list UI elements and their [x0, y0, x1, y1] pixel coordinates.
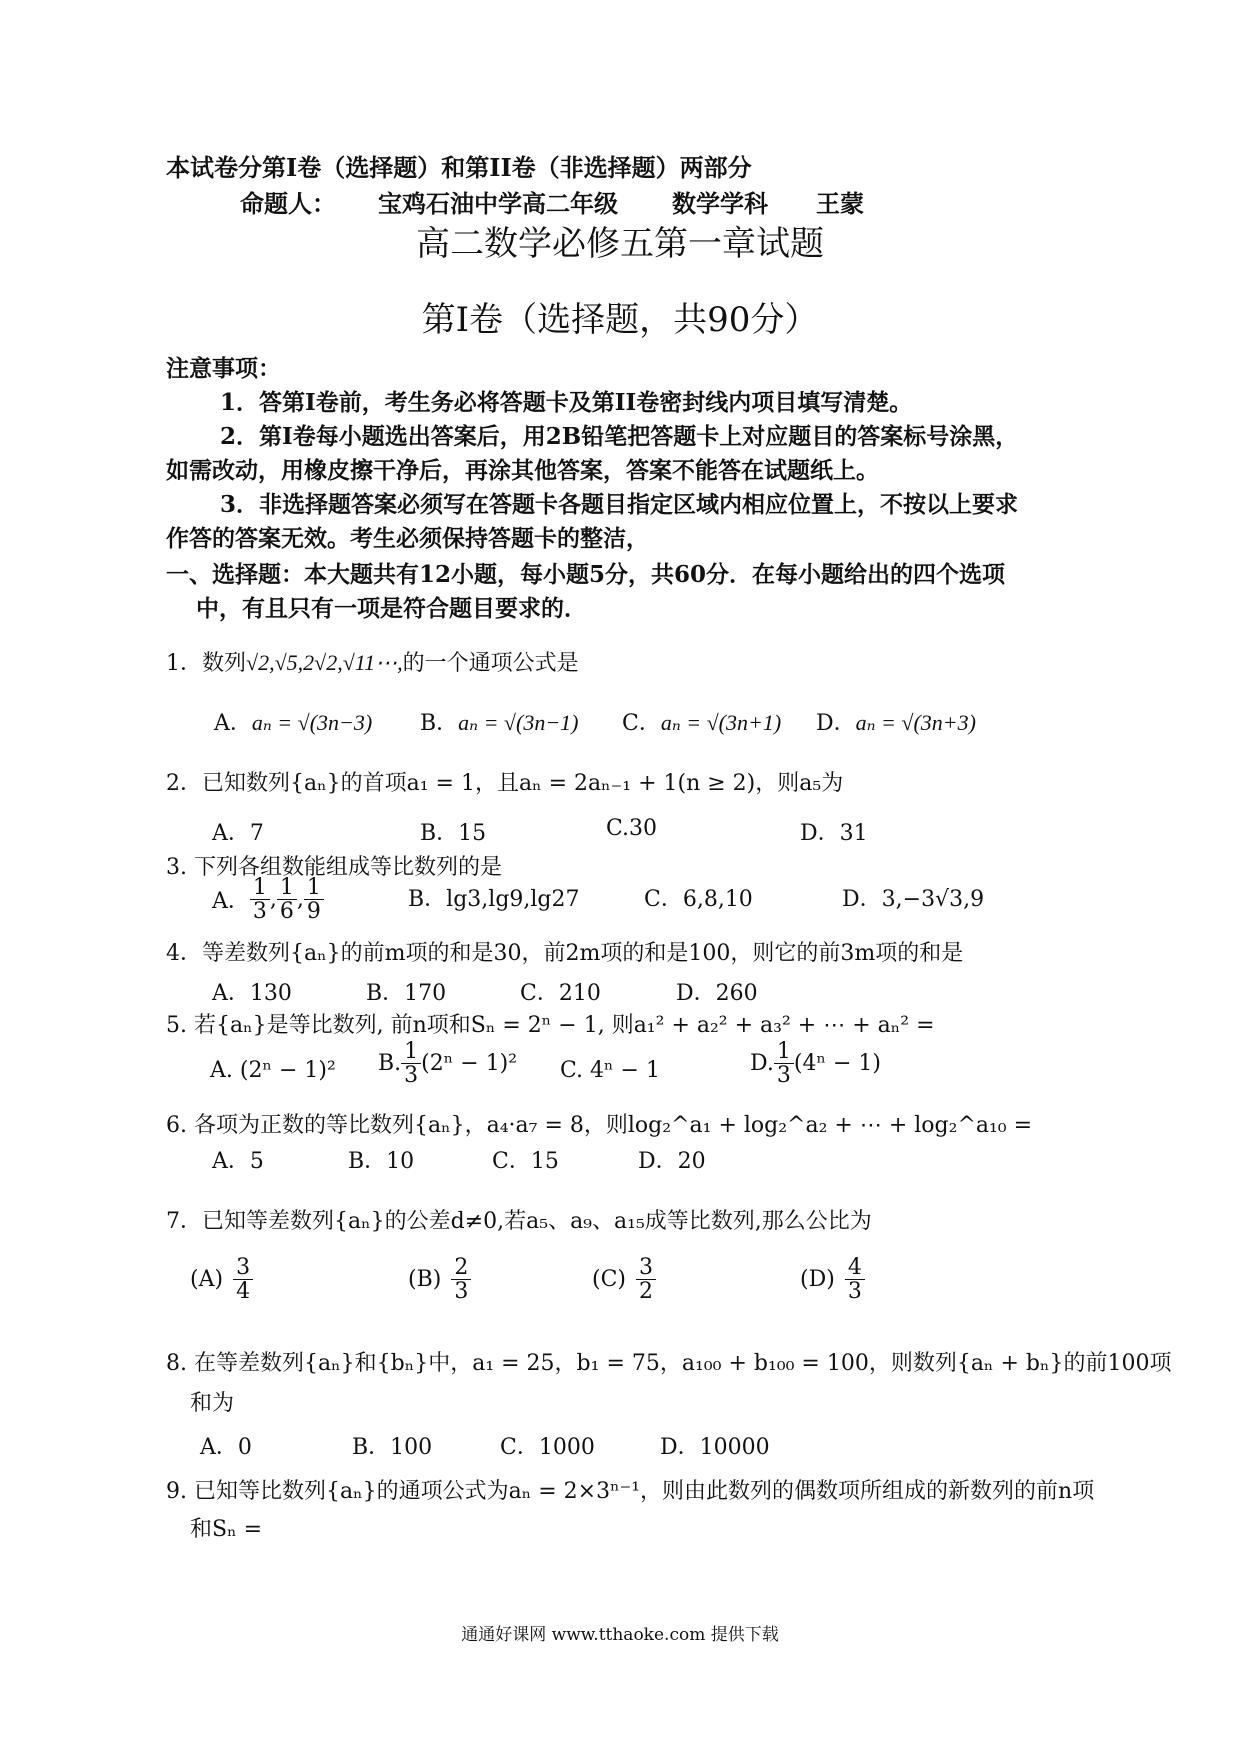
q7-option-a	[190, 1256, 253, 1303]
q7-option-c-frac	[636, 1256, 656, 1303]
q7-option-b-den: 3	[454, 1279, 469, 1305]
section1-line2: 中，有且只有一项是符合题目要求的．	[196, 595, 587, 622]
q6-option-d: D．20	[638, 1149, 706, 1174]
part1-title: 第Ⅰ卷（选择题，共90分）	[421, 300, 819, 340]
q7-option-b-label: (B)	[408, 1267, 442, 1293]
question-8-line1: 8. 在等差数列{aₙ}和{bₙ}中，a₁ = 25，b₁ = 75，a₁₀₀ + b₁₀₀ = 100，则数列{aₙ + bₙ}的前100项	[166, 1351, 1172, 1376]
q7-option-d	[800, 1256, 865, 1303]
q8-option-c: C．1000	[500, 1435, 595, 1460]
q1-sequence: √2,√5,2√2,√11⋯,	[246, 650, 403, 675]
notes-item-2a: 2．第Ⅰ卷每小题选出答案后，用2B铅笔把答题卡上对应题目的答案标号涂黑，	[220, 423, 1019, 450]
question-3: 3. 下列各组数能组成等比数列的是	[166, 855, 502, 880]
question-9-line2: 和Sₙ =	[190, 1517, 263, 1542]
q7-option-a-den: 4	[236, 1279, 251, 1305]
q4-option-c: C．210	[520, 981, 601, 1006]
q5-option-b-den: 3	[404, 1063, 419, 1089]
q7-option-c-label: (C)	[592, 1267, 626, 1293]
q1-suffix: 的一个通项公式是	[402, 651, 579, 676]
q5-option-b-rest: (2ⁿ − 1)²	[421, 1051, 518, 1077]
q5-option-b-label: B.	[378, 1051, 402, 1077]
q5-option-d-num: 1	[774, 1040, 794, 1064]
q7-option-d-frac	[845, 1256, 865, 1303]
header-author-school: 宝鸡石油中学高二年级	[378, 189, 618, 218]
q8-option-b: B．100	[352, 1435, 433, 1460]
question-6: 6. 各项为正数的等比数列{aₙ}，a₄·a₇ = 8，则log₂^a₁ + log₂^a₂ + ⋯ + log₂^a₁₀ =	[166, 1113, 1033, 1138]
question-5: 5. 若{aₙ}是等比数列, 前n项和Sₙ = 2ⁿ − 1, 则a₁² + a₂² + a₃² + ⋯ + aₙ² =	[166, 1013, 935, 1038]
q4-option-b: B．170	[366, 981, 447, 1006]
question-1	[166, 646, 579, 677]
q3-frac-2-den: 6	[279, 899, 294, 925]
q7-option-b-frac	[451, 1256, 471, 1303]
q8-option-d: D．10000	[660, 1435, 770, 1460]
q5-option-b	[378, 1040, 517, 1087]
q5-option-b-frac	[401, 1040, 421, 1087]
q5-option-b-num: 1	[401, 1040, 421, 1064]
q1-option-a-expr: aₙ = √(3n−3)	[251, 710, 373, 735]
q2-option-b: B．15	[420, 821, 487, 846]
q4-option-d: D．260	[676, 981, 758, 1006]
q2-option-c: C.30	[606, 816, 658, 841]
q5-option-d-frac	[774, 1040, 794, 1087]
q7-option-c-num: 3	[636, 1256, 656, 1280]
q6-option-a: A．5	[212, 1149, 264, 1174]
q6-option-c: C．15	[492, 1149, 559, 1174]
notes-item-3b: 作答的答案无效。考生必须保持答题卡的整洁，	[166, 525, 649, 552]
q3-option-b: B．lg3,lg9,lg27	[408, 887, 580, 912]
q7-option-a-frac	[233, 1256, 253, 1303]
q1-option-d-expr: aₙ = √(3n+3)	[855, 710, 976, 735]
question-8-line2: 和为	[190, 1391, 235, 1416]
q3-option-a: A． $\frac{1}{3}$ , $\frac{1}{6}$ , $\frac{1}{9}$	[212, 876, 324, 923]
header-author-label: 命题人：	[240, 189, 336, 218]
question-9-line1: 9. 已知等比数列{aₙ}的通项公式为aₙ = 2×3ⁿ⁻¹，则由此数列的偶数项所组成的新数列的前n项	[166, 1479, 1095, 1504]
q3-frac-1	[250, 876, 270, 923]
section1-line1: 一、选择题：本大题共有12小题，每小题5分，共60分．在每小题给出的四个选项	[166, 561, 1006, 588]
q1-option-c-expr: aₙ = √(3n+1)	[660, 710, 782, 735]
q3-frac-1-den: 3	[252, 899, 267, 925]
q3-frac-3-den: 9	[306, 899, 321, 925]
q1-option-d	[816, 706, 976, 737]
q5-option-d	[750, 1040, 881, 1087]
q1-option-a-label: A．	[214, 711, 252, 736]
q3-option-a-label: A．	[212, 889, 250, 915]
header-author-subject: 数学学科	[672, 189, 768, 218]
q5-option-d-den: 3	[776, 1063, 791, 1089]
q1-option-b-expr: aₙ = √(3n−1)	[458, 710, 579, 735]
q2-option-d: D．31	[800, 821, 868, 846]
q1-prefix: 1．数列	[166, 651, 246, 676]
q5-option-d-label: D.	[750, 1051, 774, 1077]
question-2: 2．已知数列{aₙ}的首项a₁ = 1，且aₙ = 2aₙ₋₁ + 1(n ≥ 2)，则a₅为	[166, 771, 844, 796]
q7-option-d-den: 3	[847, 1279, 862, 1305]
q1-option-d-label: D．	[816, 711, 856, 736]
q7-option-b	[408, 1256, 471, 1303]
notes-item-1: 1．答第Ⅰ卷前，考生务必将答题卡及第II卷密封线内项目填写清楚。	[220, 389, 913, 416]
q7-option-b-num: 2	[451, 1256, 471, 1280]
q1-option-a	[214, 706, 372, 737]
q1-option-b	[420, 706, 579, 737]
q5-option-d-rest: (4ⁿ − 1)	[793, 1051, 881, 1077]
notes-item-3a: 3．非选择题答案必须写在答题卡各题目指定区域内相应位置上，不按以上要求	[220, 491, 1019, 518]
q4-option-a: A．130	[212, 981, 292, 1006]
header-author-name: 王蒙	[816, 189, 864, 218]
q7-option-a-num: 3	[233, 1256, 253, 1280]
q1-option-c-label: C．	[622, 711, 661, 736]
header-intro: 本试卷分第Ⅰ卷（选择题）和第II卷（非选择题）两部分	[166, 153, 752, 182]
q7-option-a-label: (A)	[190, 1267, 224, 1293]
question-7: 7．已知等差数列{aₙ}的公差d≠0,若a₅、a₉、a₁₅成等比数列,那么公比为	[166, 1209, 872, 1234]
notes-item-2b: 如需改动，用橡皮擦干净后，再涂其他答案，答案不能答在试题纸上。	[166, 457, 879, 484]
page-footer: 通通好课网 www.tthaoke.com 提供下载	[461, 1625, 779, 1645]
page-title: 高二数学必修五第一章试题	[416, 224, 824, 264]
q7-option-d-num: 4	[845, 1256, 865, 1280]
question-4: 4．等差数列{aₙ}的前m项的和是30，前2m项的和是100，则它的前3m项的和是	[166, 941, 964, 966]
q8-option-a: A．0	[200, 1435, 252, 1460]
q3-frac-3-num: 1	[304, 876, 324, 900]
q7-option-c-den: 2	[639, 1279, 653, 1305]
q7-option-d-label: (D)	[800, 1267, 835, 1293]
q1-option-b-label: B．	[420, 711, 459, 736]
q3-frac-3	[304, 876, 324, 923]
q3-option-c: C．6,8,10	[644, 887, 753, 912]
q5-option-a: A. (2ⁿ − 1)²	[210, 1058, 336, 1083]
q3-frac-2-num: 1	[277, 876, 297, 900]
q5-option-c: C. 4ⁿ − 1	[560, 1058, 660, 1083]
q3-option-d: D．3,−3√3,9	[842, 887, 985, 912]
q3-frac-1-num: 1	[250, 876, 270, 900]
q7-option-c	[592, 1256, 656, 1303]
notes-heading: 注意事项：	[166, 355, 281, 382]
q6-option-b: B．10	[348, 1149, 415, 1174]
q2-option-a: A．7	[212, 821, 264, 846]
q3-frac-2	[277, 876, 297, 923]
q1-option-c	[622, 706, 781, 737]
